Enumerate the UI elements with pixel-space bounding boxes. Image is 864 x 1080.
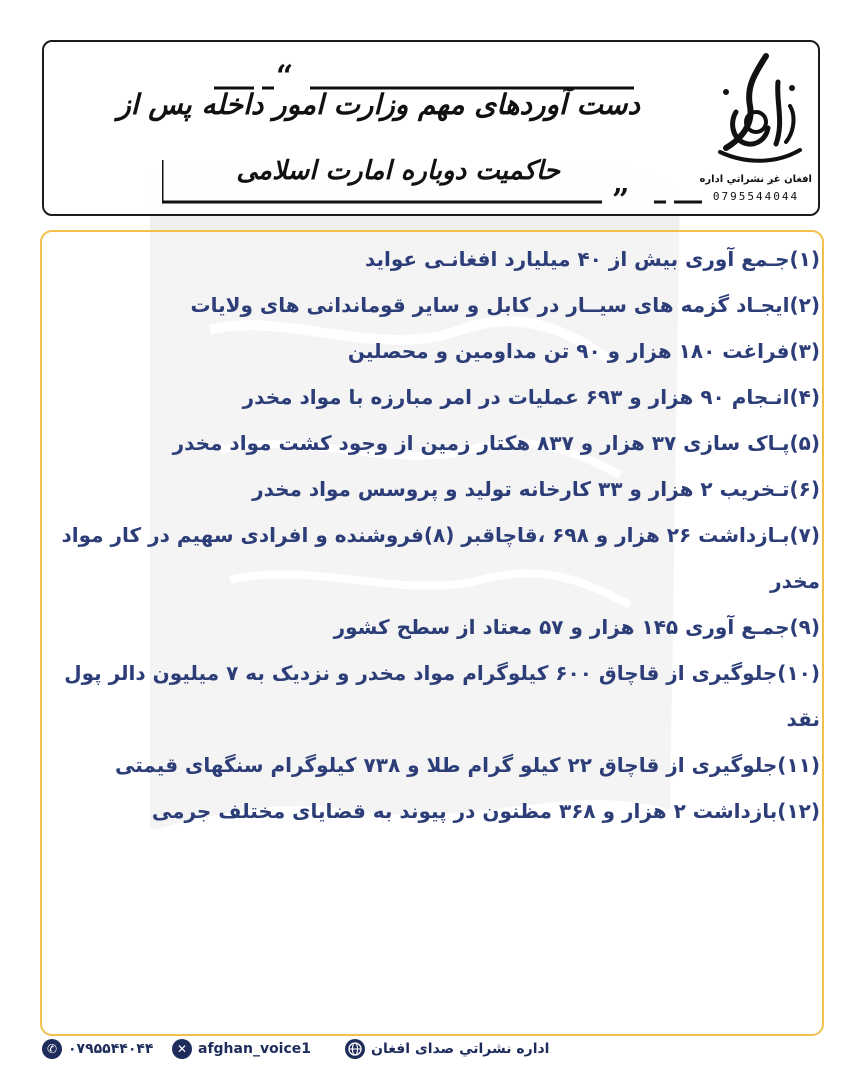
svg-text:“: “ <box>276 62 294 94</box>
list-item: (۳)فراغت ۱۸۰ هزار و ۹۰ تن مداومین و محصلین <box>347 339 820 363</box>
list-item: (۱)جـمع آوری بیش از ۴۰ میلیارد افغانـی عواید <box>364 247 820 271</box>
calligraphy-logo-icon <box>706 52 806 172</box>
headline-line-2: حاکمیت دوباره امارت اسلامی <box>236 156 560 186</box>
footer-phone-number: ۰۷۹۵۵۴۴۰۴۴ <box>68 1041 154 1057</box>
logo-phone: 0795544044 <box>712 190 800 203</box>
list-item: (۵)پـاک سازی ۳۷ هزار و ۸۳۷ هکتار زمین از وجود کشت مواد مخدر <box>172 431 820 455</box>
footer-x-link[interactable] <box>172 1038 311 1060</box>
list-item: (۱۲)بازداشت ۲ هزار و ۳۶۸ مظنون در پیوند به قضایای مختلف جرمی <box>151 799 820 823</box>
footer-web-label: اداره نشراتي صدای افغان <box>371 1041 550 1057</box>
globe-icon <box>345 1039 365 1059</box>
header-card <box>42 40 820 216</box>
globe-icon-shape <box>348 1042 362 1056</box>
achievements-list <box>50 236 820 834</box>
achievements-card <box>40 230 824 1036</box>
footer <box>40 1034 824 1064</box>
logo-caption: افغان غږ نشراتي اداره <box>699 174 812 185</box>
footer-x-handle: afghan_voice1 <box>198 1041 312 1057</box>
list-item: (۶)تـخریب ۲ هزار و ۳۳ کارخانه تولید و پروسس مواد مخدر <box>252 477 820 501</box>
list-item: (۲)ایجـاد گزمه های سیــار در کابل و سایر قوماندانی های ولایات <box>190 293 820 317</box>
list-item: (۱۰)جلوگیری از قاچاق ۶۰۰ کیلوگرام مواد مخدر و نزدیک به ۷ میلیون دالر پول نقد <box>64 661 820 731</box>
list-item: (۷)بـازداشت ۲۶ هزار و ۶۹۸ ،قاچاقبر (۸)فروشنده و افرادی سهیم در کار مواد مخدر <box>61 523 820 593</box>
footer-web-link[interactable] <box>345 1038 549 1060</box>
x-logo-icon: ✕ <box>172 1039 192 1059</box>
list-item: (۴)انـجام ۹۰ هزار و ۶۹۳ عملیات در امر مبارزه با مواد مخدر <box>242 385 820 409</box>
phone-icon: ✆ <box>42 1039 62 1059</box>
footer-phone[interactable] <box>42 1038 153 1060</box>
list-item: (۱۱)جلوگیری از قاچاق ۲۲ کیلو گرام طلا و ۷۳۸ کیلوگرام سنگهای قیمتی <box>114 753 820 777</box>
headline-line-1: دست آوردهای مهم وزارت امور داخله پس از <box>117 88 640 121</box>
list-item: (۹)جمـع آوری ۱۴۵ هزار و ۵۷ معتاد از سطح کشور <box>333 615 820 639</box>
brand-logo <box>700 52 812 214</box>
svg-text:”: ” <box>612 183 630 212</box>
